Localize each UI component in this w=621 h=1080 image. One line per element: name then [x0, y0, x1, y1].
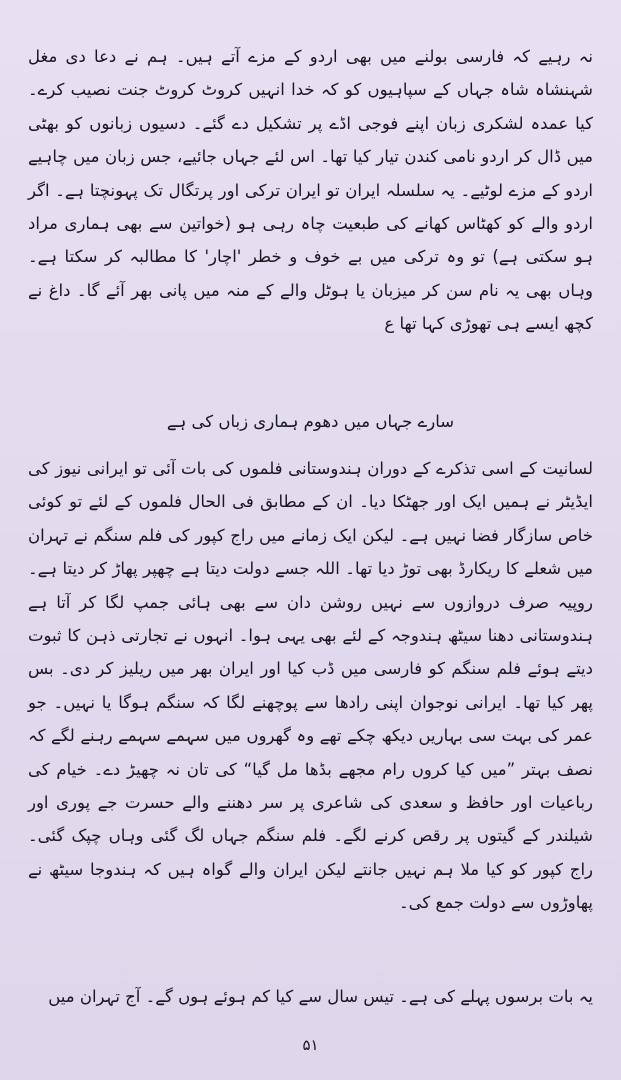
page-number: ۵۱: [302, 1036, 319, 1054]
paragraph-1: نہ رہیے کہ فارسی بولنے میں بھی اردو کے مزے آتے ہیں۔ ہم نے دعا دی مغل شہنشاہ شاہ جہاں کے سپاہیوں کو کہ خدا انہیں کروٹ کروٹ جنت نصیب کرے۔ کیا عمدہ لشکری زبان اپنے فوجی اڈے پر تشکیل دے گئے۔ دسیوں زبانوں کو بھٹی میں ڈال کر اردو نامی کندن تیار کیا تھا۔ اس لئے جہاں جائیے، جس زبان میں چاہیے اردو کے مزے لوٹیے۔ یہ سلسلہ ایران تو ایران ترکی اور پرتگال تک پہونچتا ہے۔ اگر اردو والے کو کھٹاس کھانے کی طبعیت چاہ رہی ہو (خواتین سے بھی ہماری مراد ہو سکتی ہے) تو وہ ترکی میں بے خوف و خطر 'اچار' کا مطالبہ کر سکتا ہے۔ وہاں بھی یہ نام سن کر میزبان یا ہوٹل والے کے منہ میں پانی بھر آئے گا۔ داغ نے کچھ ایسے ہی تھوڑی کہا تھا ع: [28, 47, 593, 334]
closing-line: یہ بات برسوں پہلے کی ہے۔ تیس سال سے کیا کم ہوئے ہوں گے۔ آج تہران میں: [48, 987, 593, 1006]
verse-line: سارے جہاں میں دھوم ہماری زباں کی ہے: [166, 412, 455, 431]
paragraph-2: لسانیت کے اسی تذکرے کے دوران ہندوستانی فلموں کی بات آئی تو ایرانی نیوز کی ایڈیٹر نے ہمیں ایک اور جھٹکا دیا۔ ان کے مطابق فی الحال فلموں کے لئے تو کوئی خاص سازگار فضا نہیں ہے۔ لیکن ایک زمانے میں راج کپور کی فلم سنگم نے تہران میں شعلے کا ریکارڈ بھی توڑ دیا تھا۔ اللہ جسے دولت دیتا ہے چھپر پھاڑ کر دیتا ہے۔ روپیہ صرف دروازوں سے نہیں روشن دان سے بھی ہائی جمپ لگا کر آتا ہے ہندوستانی دھنا سیٹھ ہندوجہ کے لئے بھی یہی ہوا۔ انہوں نے تجارتی ذہن کا ثبوت دیتے ہوئے فلم سنگم کو فارسی میں ڈب کیا اور ایران بھر میں ریلیز کر دی۔ بس پھر کیا تھا۔ ایرانی نوجوان اپنی رادھا سے پوچھنے لگا کہ سنگم ہوگا یا نہیں۔ جو عمر کی بہت سی بہاریں دیکھ چکے تھے وہ گھروں میں سہمے سہمے رہنے لگے کہ نصف بہتر ”میں کیا کروں رام مجھے بڈھا مل گیا“ کی تان نہ چھیڑ دے۔ خیام کی رباعیات اور حافظ و سعدی کی شاعری پر سر دھننے والے حسرت جے پوری اور شیلندر کے گیتوں پر رقص کرنے لگے۔ فلم سنگم جہاں لگ گئی وہاں چپک گئی۔ راج کپور کو کیا ملا ہم نہیں جانتے لیکن ایران والے گواہ ہیں کہ ہندوجا سیٹھ نے پھاوڑوں سے دولت جمع کی۔: [28, 459, 593, 913]
